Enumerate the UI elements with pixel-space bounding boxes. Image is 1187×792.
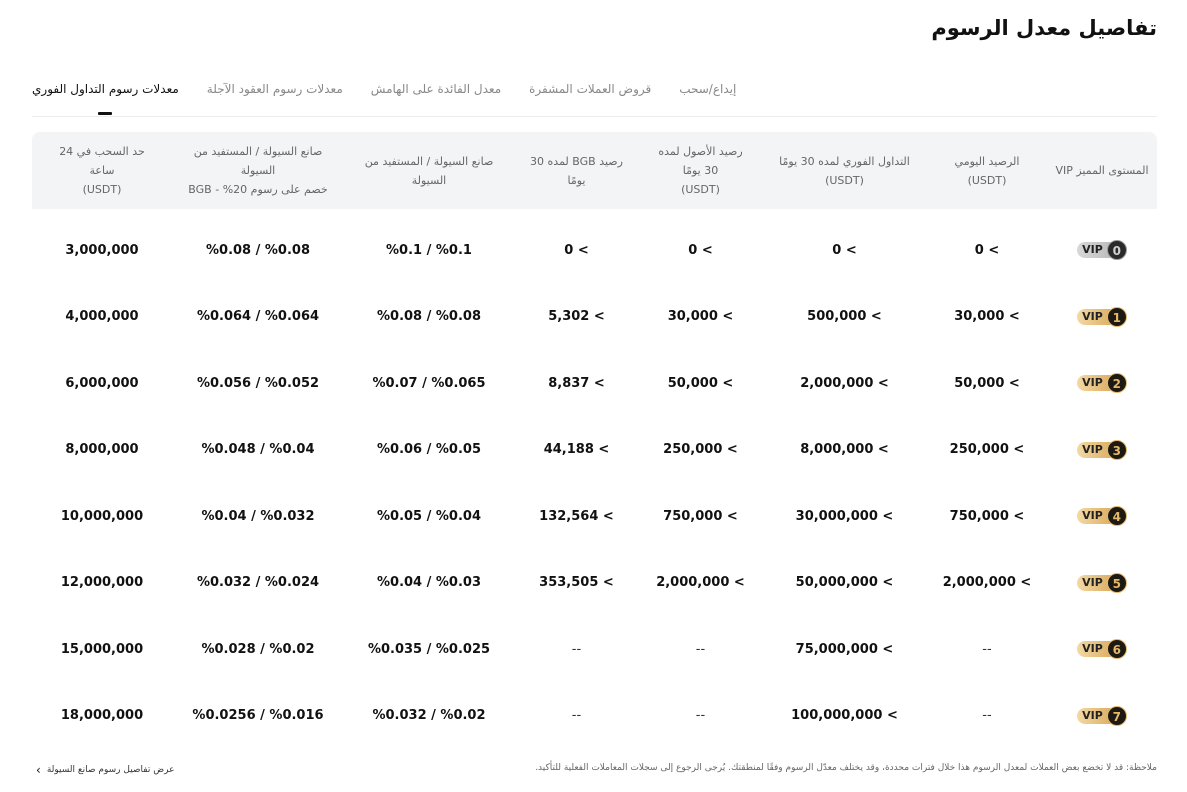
cell-maker-taker: %0.04 / %0.03	[377, 575, 481, 591]
cell-spot-volume-30d: 30,000,000 <	[795, 508, 894, 524]
tab-spot-trading-fees[interactable]: معدلات رسوم التداول الفوري	[32, 82, 179, 96]
cell-vip-level	[1047, 240, 1157, 260]
cell-maker-taker: %0.035 / %0.025	[367, 641, 491, 657]
vip-label: VIP	[1077, 242, 1117, 258]
cell-vip-level	[1047, 307, 1157, 327]
cell-maker-taker-bgb: %0.032 / %0.024	[196, 575, 320, 591]
cell-maker-taker: %0.07 / %0.065	[372, 375, 486, 391]
cell-spot-volume-30d: 100,000,000 <	[791, 708, 898, 724]
tab-margin-interest[interactable]: معدل الفائدة على الهامش	[370, 82, 502, 96]
chevron-left-icon: ‹	[36, 763, 41, 777]
cell-withdraw-limit: 10,000,000	[60, 508, 144, 524]
cell-bgb-balance-30d: --	[571, 641, 582, 657]
cell-maker-taker-bgb: %0.056 / %0.052	[196, 375, 320, 391]
fee-tabs	[32, 82, 1157, 96]
vip-level-number: 6	[1107, 639, 1127, 659]
cell-bgb-balance-30d: --	[571, 708, 582, 724]
maker-fee-details-label: عرض تفاصيل رسوم صانع السيولة	[46, 765, 175, 775]
cell-spot-volume-30d: 8,000,000 <	[800, 442, 889, 458]
table-row	[32, 284, 1157, 351]
header-assets-balance-30d: رصيد الأصول لمده 30 يومًا (USDT)	[658, 145, 743, 196]
table-row	[32, 417, 1157, 484]
page-title: تفاصيل معدل الرسوم	[931, 16, 1157, 40]
vip-level-number: 3	[1107, 440, 1127, 460]
cell-daily-balance: 30,000 <	[954, 309, 1020, 325]
cell-assets-balance-30d: --	[695, 708, 706, 724]
cell-withdraw-limit: 4,000,000	[65, 309, 139, 325]
vip-badge	[1077, 307, 1127, 327]
header-maker-taker-bgb: صانع السيولة / المستفيد من السيولة خصم على رسوم 20% - BGB	[188, 145, 328, 196]
cell-withdraw-limit: 12,000,000	[60, 575, 144, 591]
cell-vip-level	[1047, 506, 1157, 526]
header-daily-balance: الرصيد اليومي (USDT)	[954, 154, 1020, 187]
table-row	[32, 217, 1157, 284]
vip-level-number: 1	[1107, 307, 1127, 327]
table-body	[32, 217, 1157, 749]
cell-daily-balance: --	[982, 641, 992, 657]
vip-level-number: 0	[1107, 240, 1127, 260]
cell-spot-volume-30d: 2,000,000 <	[800, 375, 889, 391]
cell-assets-balance-30d: --	[695, 641, 706, 657]
vip-level-number: 2	[1107, 373, 1127, 393]
cell-bgb-balance-30d: 132,564 <	[539, 508, 614, 524]
cell-spot-volume-30d: 0 <	[832, 242, 857, 258]
table-row	[32, 483, 1157, 550]
cell-withdraw-limit: 15,000,000	[60, 641, 144, 657]
cell-maker-taker-bgb: %0.08 / %0.08	[206, 242, 310, 258]
cell-maker-taker-bgb: %0.0256 / %0.016	[192, 708, 324, 724]
cell-vip-level	[1047, 373, 1157, 393]
footer-note: ملاحظة: قد لا تخضع بعض العملات لمعدل الرسوم هذا خلال فترات محددة، وقد يختلف معدّل الرسوم وفقًا لمنطقتك. يُرجى الرجوع إلى سجلات المعاملات الفعلية للتأكيد.	[535, 763, 1157, 773]
cell-assets-balance-30d: 0 <	[688, 242, 713, 258]
cell-maker-taker: %0.08 / %0.08	[377, 309, 481, 325]
vip-badge	[1077, 440, 1127, 460]
cell-maker-taker: %0.06 / %0.05	[377, 442, 481, 458]
cell-maker-taker-bgb: %0.028 / %0.02	[201, 641, 315, 657]
table-row	[32, 616, 1157, 683]
cell-daily-balance: 50,000 <	[954, 375, 1020, 391]
cell-spot-volume-30d: 50,000,000 <	[795, 575, 894, 591]
vip-level-number: 7	[1107, 706, 1127, 726]
header-bgb-balance-30d: رصيد BGB لمده 30 يومًا	[530, 154, 623, 187]
tabs-divider	[32, 116, 1157, 117]
header-maker-taker: صانع السيولة / المستفيد من السيولة	[364, 154, 494, 187]
cell-maker-taker-bgb: %0.064 / %0.064	[196, 309, 320, 325]
cell-bgb-balance-30d: 0 <	[564, 242, 589, 258]
cell-daily-balance: 2,000,000 <	[942, 575, 1032, 591]
vip-label: VIP	[1077, 442, 1117, 458]
vip-label: VIP	[1077, 575, 1117, 591]
header-spot-volume-30d: التداول الفوري لمده 30 يومًا (USDT)	[779, 154, 910, 187]
cell-assets-balance-30d: 750,000 <	[663, 508, 738, 524]
vip-badge	[1077, 706, 1127, 726]
cell-vip-level	[1047, 440, 1157, 460]
cell-daily-balance: --	[982, 708, 992, 724]
cell-bgb-balance-30d: 44,188 <	[543, 442, 610, 458]
header-withdraw-limit-24h: حد السحب في 24 ساعة (USDT)	[59, 145, 145, 196]
cell-withdraw-limit: 3,000,000	[65, 242, 139, 258]
vip-badge	[1077, 373, 1127, 393]
cell-withdraw-limit: 6,000,000	[65, 375, 139, 391]
cell-assets-balance-30d: 250,000 <	[663, 442, 738, 458]
vip-level-number: 5	[1107, 573, 1127, 593]
cell-maker-taker: %0.032 / %0.02	[372, 708, 486, 724]
cell-daily-balance: 250,000 <	[949, 442, 1025, 458]
table-header	[32, 132, 1157, 209]
tab-crypto-loans[interactable]: قروض العملات المشفرة	[529, 82, 652, 96]
vip-label: VIP	[1077, 708, 1117, 724]
cell-withdraw-limit: 18,000,000	[60, 708, 144, 724]
cell-spot-volume-30d: 75,000,000 <	[795, 641, 894, 657]
cell-maker-taker-bgb: %0.04 / %0.032	[201, 508, 315, 524]
cell-withdraw-limit: 8,000,000	[65, 442, 139, 458]
cell-vip-level	[1047, 573, 1157, 593]
cell-assets-balance-30d: 50,000 <	[667, 375, 734, 391]
table-row	[32, 683, 1157, 750]
vip-badge	[1077, 639, 1127, 659]
cell-maker-taker: %0.1 / %0.1	[386, 242, 472, 258]
vip-label: VIP	[1077, 309, 1117, 325]
vip-label: VIP	[1077, 508, 1117, 524]
tab-deposit-withdraw[interactable]: إيداع/سحب	[679, 82, 737, 96]
fee-table	[32, 132, 1157, 749]
cell-bgb-balance-30d: 5,302 <	[548, 309, 605, 325]
vip-badge	[1077, 506, 1127, 526]
vip-label: VIP	[1077, 641, 1117, 657]
cell-daily-balance: 0 <	[974, 242, 1000, 258]
cell-assets-balance-30d: 2,000,000 <	[656, 575, 745, 591]
cell-spot-volume-30d: 500,000 <	[807, 309, 882, 325]
table-row	[32, 350, 1157, 417]
table-row	[32, 550, 1157, 617]
cell-maker-taker-bgb: %0.048 / %0.04	[201, 442, 315, 458]
cell-vip-level	[1047, 639, 1157, 659]
vip-level-number: 4	[1107, 506, 1127, 526]
vip-badge	[1077, 240, 1127, 260]
cell-bgb-balance-30d: 8,837 <	[548, 375, 605, 391]
vip-badge	[1077, 573, 1127, 593]
cell-maker-taker: %0.05 / %0.04	[377, 508, 481, 524]
header-vip-level: المستوى المميز VIP	[1055, 164, 1149, 177]
vip-label: VIP	[1077, 375, 1117, 391]
cell-assets-balance-30d: 30,000 <	[667, 309, 734, 325]
tab-futures-fees[interactable]: معدلات رسوم العقود الآجلة	[206, 82, 343, 96]
cell-vip-level	[1047, 706, 1157, 726]
cell-bgb-balance-30d: 353,505 <	[539, 575, 614, 591]
maker-fee-details-link[interactable]	[36, 763, 174, 777]
cell-daily-balance: 750,000 <	[949, 508, 1025, 524]
